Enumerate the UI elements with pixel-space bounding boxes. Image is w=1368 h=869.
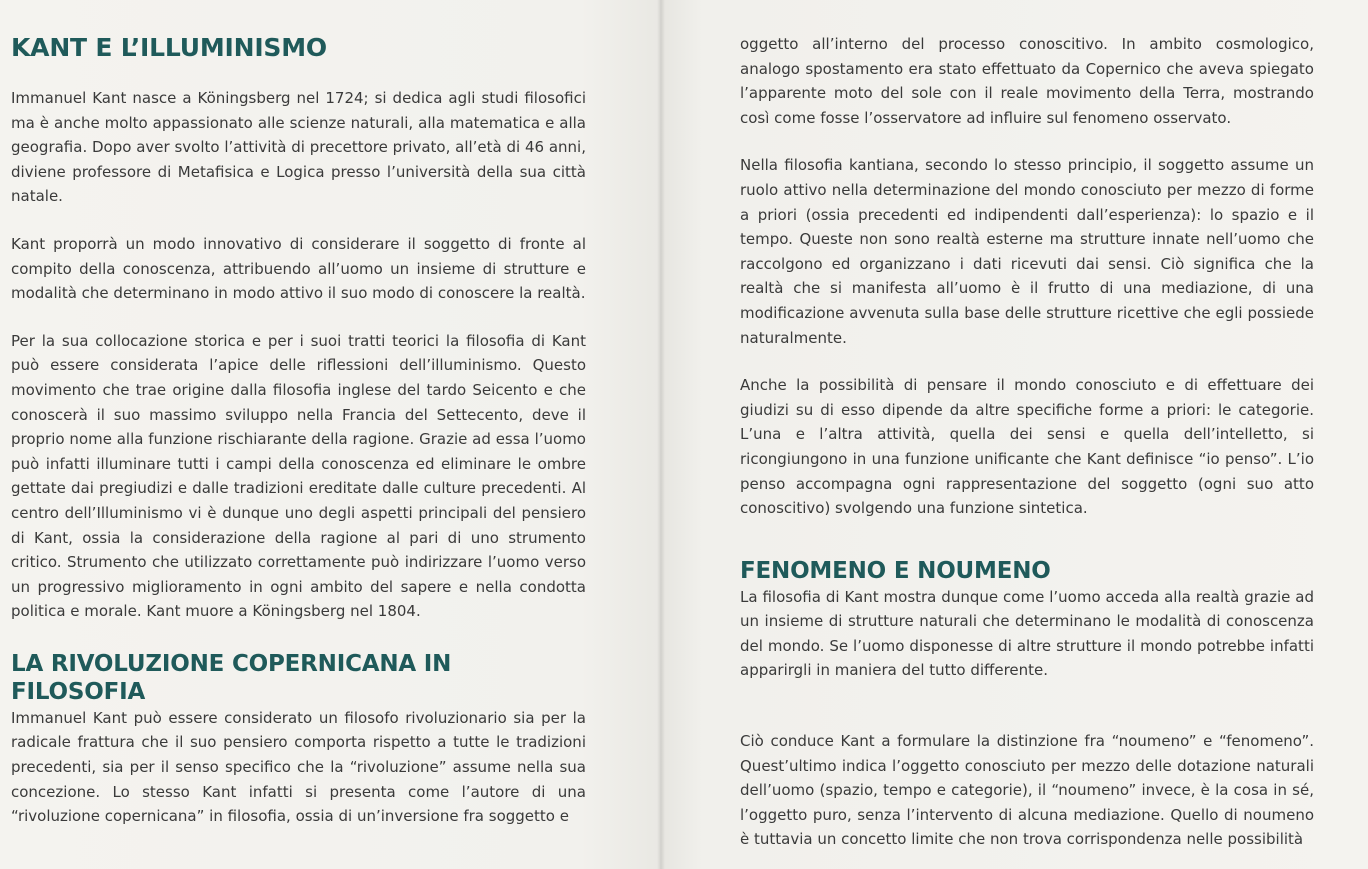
- book-gutter: [657, 0, 665, 869]
- right-column: [740, 32, 1314, 852]
- section-heading: LA RIVOLUZIONE COPERNICANA IN FILOSOFIA: [11, 650, 452, 705]
- paragraph: Immanuel Kant può essere considerato un filosofo rivoluzionario sia per la radicale frattura che il suo pensiero comporta rispetto a tutte le tradizioni precedenti, sia per il senso specifico che la “rivoluzione” assume nella sua concezione. Lo stesso Kant infatti si presenta come l’autore di una “rivoluzione copernicana” in filosofia, ossia di un’inversione fra soggetto e: [11, 708, 586, 826]
- paragraph: Per la sua collocazione storica e per i suoi tratti teorici la filosofia di Kant può essere considerata l’apice delle riflessioni dell’illuminismo. Questo movimento che trae origine dalla filosofia inglese del tardo Seicento e che conoscerà il suo massimo sviluppo nella Francia del Settecento, deve il proprio nome alla funzione rischiarante della ragione. Grazie ad essa l’uomo può infatti illuminare tutti i campi della conoscenza ed eliminare le ombre gettate dai pregiudizi e dalle tradizioni ereditate dalle culture precedenti. Al centro dell’Illuminismo vi è dunque uno degli aspetti principali del pensiero di Kant, ossia la considerazione della ragione al pari di uno strumento critico. Strumento che utilizzato correttamente può indirizzare l’uomo verso un progressivo miglioramento in ogni ambito del sapere e nella condotta politica e morale. Kant muore a Köningsberg nel 1804.: [11, 331, 586, 621]
- paragraph: Ciò conduce Kant a formulare la distinzione fra “noumeno” e “fenomeno”. Quest’ultimo indica l’oggetto conosciuto per mezzo delle dotazione naturali dell’uomo (spazio, tempo e categorie), il “noumeno” invece, è la cosa in sé, l’oggetto puro, senza l’intervento di alcuna mediazione. Quello di noumeno è tuttavia un concetto limite che non trova corrispondenza nelle possibilità: [740, 732, 1314, 849]
- left-column: [11, 32, 586, 829]
- page-title: KANT E L’ILLUMINISMO: [11, 33, 327, 62]
- paragraph: oggetto all’interno del processo conoscitivo. In ambito cosmologico, analogo spostamento era stato effettuato da Copernico che aveva spiegato l’apparente moto del sole con il reale movimento della Terra, mostrando così come fosse l’osservatore ad influire sul fenomeno osservato.: [740, 35, 1314, 127]
- section-heading: FENOMENO E NOUMENO: [740, 557, 1051, 584]
- paragraph: Immanuel Kant nasce a Köningsberg nel 1724; si dedica agli studi filosofici ma è anche molto appassionato alle scienze naturali, alla matematica e alla geografia. Dopo aver svolto l’attività di precettore privato, all’età di 46 anni, diviene professore di Metafisica e Logica presso l’università della sua città natale.: [11, 89, 586, 206]
- paragraph: La filosofia di Kant mostra dunque come l’uomo acceda alla realtà grazie ad un insieme di strutture naturali che determinano le modalità di conoscenza del mondo. Se l’uomo disponesse di altre strutture il mondo potrebbe infatti apparirgli in maniera del tutto differente.: [740, 587, 1314, 680]
- paragraph: Anche la possibilità di pensare il mondo conosciuto e di effettuare dei giudizi su di esso dipende da altre specifiche forme a priori: le categorie. L’una e l’altra attività, quella dei sensi e quella dell’intelletto, si ricongiungono in una funzione unificante che Kant definisce “io penso”. L’io penso accompagna ogni rappresentazione del soggetto (ogni suo atto conoscitivo) svolgendo una funzione sintetica.: [740, 376, 1314, 518]
- paragraph: Kant proporrà un modo innovativo di considerare il soggetto di fronte al compito della conoscenza, attribuendo all’uomo un insieme di strutture e modalità che determinano in modo attivo il suo modo di conoscere la realtà.: [11, 234, 586, 303]
- paragraph: Nella filosofia kantiana, secondo lo stesso principio, il soggetto assume un ruolo attivo nella determinazione del mondo conosciuto per mezzo di forme a priori (ossia precedenti ed indipendenti dall’esperienza): lo spazio e il tempo. Queste non sono realtà esterne ma strutture innate nell’uomo che raccolgono ed organizzano i dati ricevuti dai sensi. Ciò significa che la realtà che si manifesta all’uomo è il frutto di una mediazione, di una modificazione avvenuta sulla base delle strutture ricettive che egli possiede naturalmente.: [740, 156, 1314, 347]
